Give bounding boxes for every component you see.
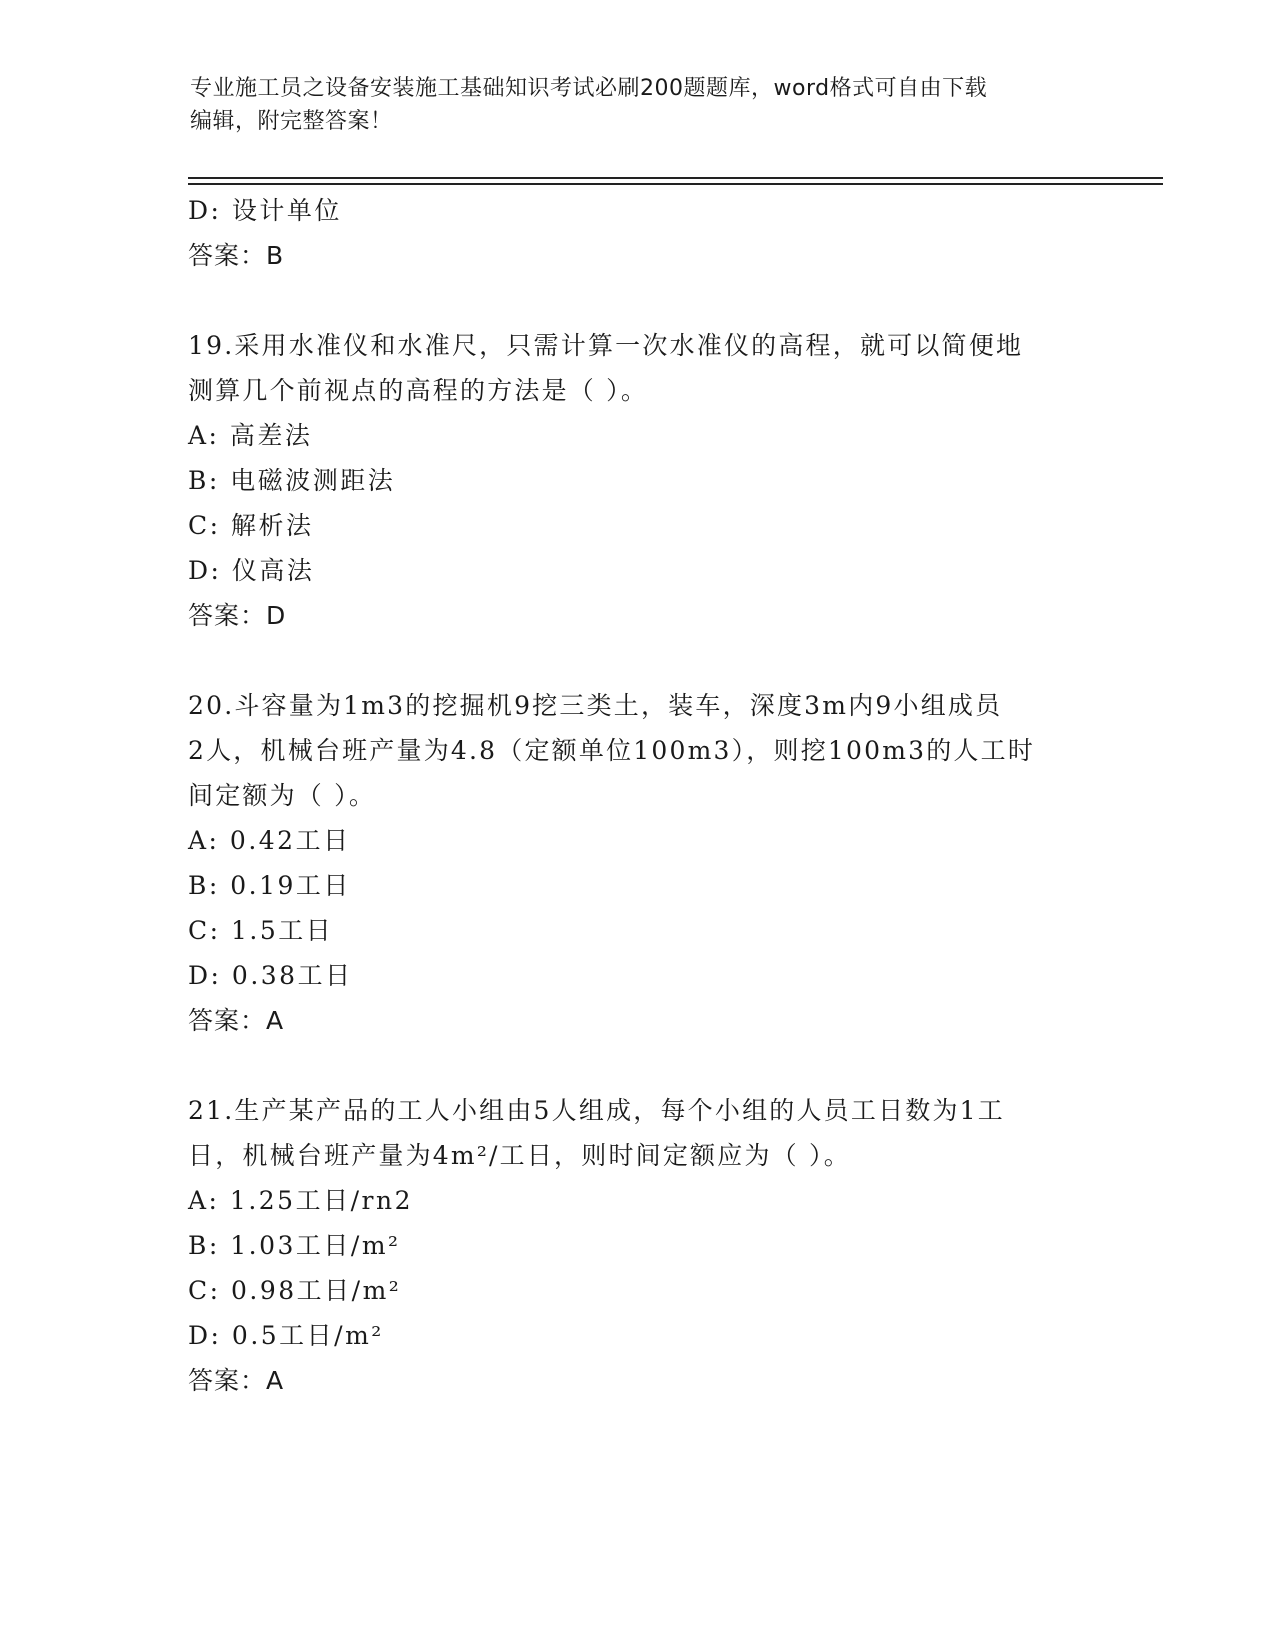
header-title-line-1: 专业施工员之设备安装施工基础知识考试必刷200题题库，word格式可自由下载 bbox=[190, 76, 988, 101]
q21-option-a: A: 1.25工日/rn2 bbox=[188, 1186, 413, 1215]
q20-stem-line-1: 20.斗容量为1m3的挖掘机9挖三类土，装车，深度3m内9小组成员 bbox=[188, 691, 1003, 720]
q20-option-c: C: 1.5工日 bbox=[188, 916, 334, 945]
q21-stem-line-1: 21.生产某产品的工人小组由5人组成，每个小组的人员工日数为1工 bbox=[188, 1096, 1005, 1125]
q19-stem-line-1: 19.采用水准仪和水准尺，只需计算一次水准仪的高程，就可以简便地 bbox=[188, 331, 1024, 360]
q19-option-c: C: 解析法 bbox=[188, 511, 314, 540]
header-title-line-2: 编辑，附完整答案！ bbox=[190, 109, 393, 134]
q19-option-b: B: 电磁波测距法 bbox=[188, 466, 396, 495]
q20-option-a: A: 0.42工日 bbox=[188, 826, 351, 855]
q21-answer: 答案：A bbox=[188, 1366, 285, 1395]
header-divider-top bbox=[188, 177, 1163, 179]
q21-option-c: C: 0.98工日/m² bbox=[188, 1276, 402, 1305]
q20-answer: 答案：A bbox=[188, 1006, 285, 1035]
q19-stem-line-2: 测算几个前视点的高程的方法是（ ）。 bbox=[188, 376, 649, 405]
q21-option-d: D: 0.5工日/m² bbox=[188, 1321, 384, 1350]
q20-stem-line-2: 2人，机械台班产量为4.8（定额单位100m3），则挖100m3的人工时 bbox=[188, 736, 1036, 765]
q18-option-d: D: 设计单位 bbox=[188, 196, 342, 225]
document-header bbox=[190, 72, 1090, 138]
q19-option-d: D: 仪高法 bbox=[188, 556, 315, 585]
q19-answer: 答案：D bbox=[188, 601, 287, 630]
q21-stem-line-2: 日，机械台班产量为4m²/工日，则时间定额应为（ ）。 bbox=[188, 1141, 851, 1170]
q20-option-b: B: 0.19工日 bbox=[188, 871, 351, 900]
q19-option-a: A: 高差法 bbox=[188, 421, 313, 450]
q20-option-d: D: 0.38工日 bbox=[188, 961, 353, 990]
q18-answer: 答案：B bbox=[188, 241, 285, 270]
q20-stem-line-3: 间定额为（ ）。 bbox=[188, 781, 377, 810]
header-divider-bottom bbox=[188, 183, 1163, 185]
q21-option-b: B: 1.03工日/m² bbox=[188, 1231, 401, 1260]
